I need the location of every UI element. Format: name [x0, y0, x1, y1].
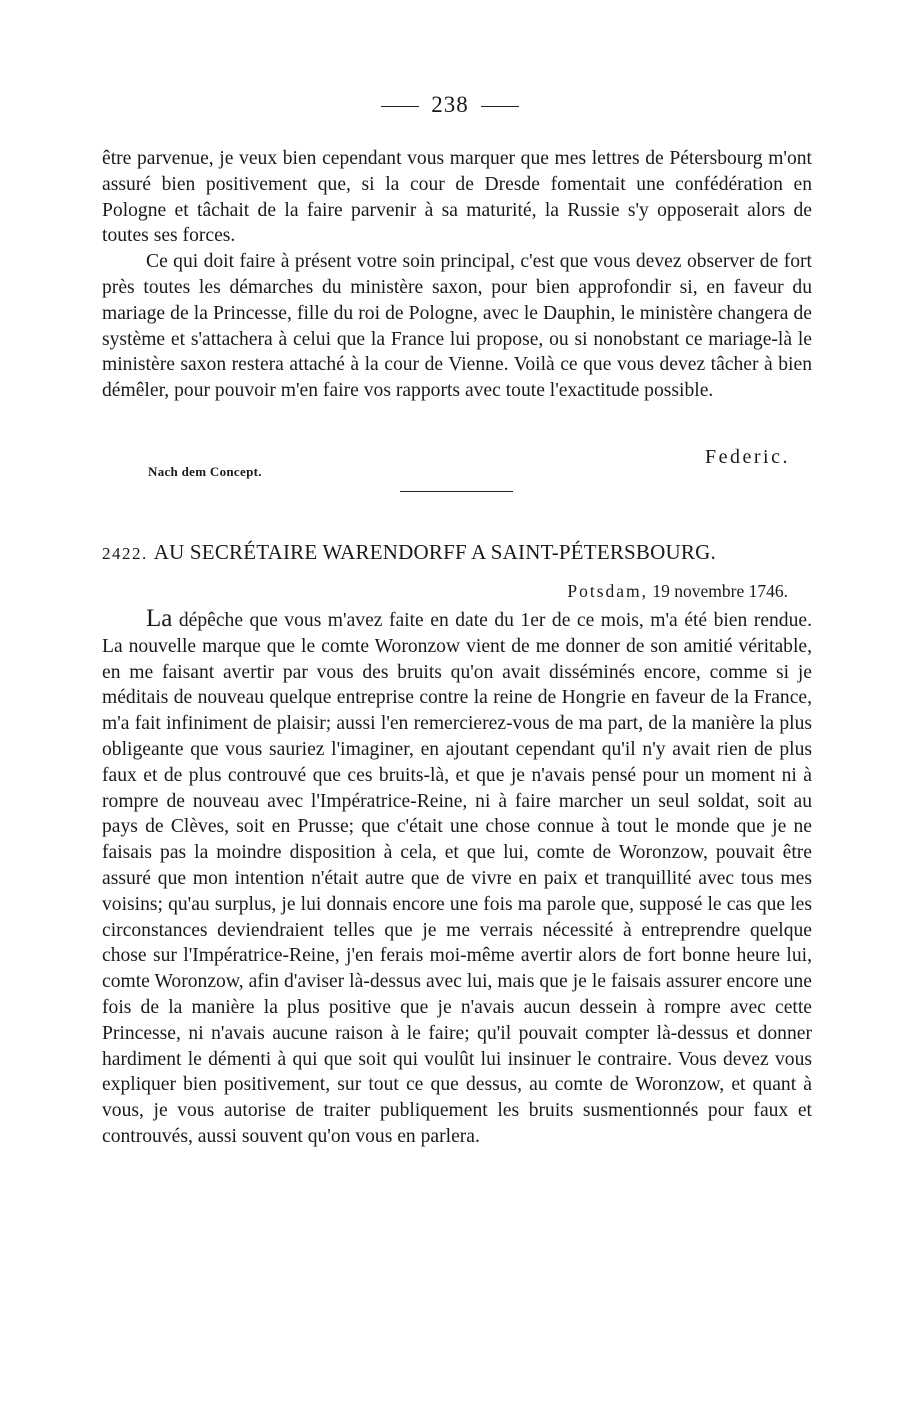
letter-date: 19 novembre 1746. — [652, 581, 788, 601]
signature-row — [102, 446, 812, 490]
letter-heading — [102, 540, 812, 565]
previous-letter-text — [102, 146, 812, 404]
letter-paragraph — [102, 606, 812, 1150]
section-divider — [400, 491, 513, 492]
letter-place: Potsdam, — [567, 581, 649, 601]
page-header — [0, 92, 900, 118]
letter-initial: La — [146, 605, 173, 632]
previous-letter-paragraph: être parvenue, je veux bien cependant vous marquer que mes lettres de Pétersbourg m'ont assuré bien positivement que, si la cour de Dresde fomentait une confédération en Pologne et tâchait de la faire parvenir à sa maturité, la Russie s'y opposerait alors de toutes ses forces. — [102, 148, 812, 247]
letter-title: AU SECRÉTAIRE WARENDORFF A SAINT-PÉTERSBOURG. — [153, 540, 716, 564]
page-number: 238 — [431, 92, 469, 117]
letter-number: 2422. — [102, 544, 148, 563]
signature: Federic. — [705, 446, 790, 468]
previous-letter-paragraph: Ce qui doit faire à présent votre soin principal, c'est que vous devez observer de fort près toutes les démarches du ministère saxon, pour bien approfondir si, en faveur du mariage de la Princesse, fille du roi de Pologne, avec le Dauphin, le ministère changera de système et s'attachera à celui que la France lui propose, ou si nonobstant ce mariage-là le ministère saxon restera attaché à la cour de Vienne. Voilà ce que vous devez tâcher à bien démêler, pour pouvoir m'en faire vos rapports avec toute l'exactitude possible. — [102, 251, 812, 402]
header-dash-left — [381, 106, 419, 107]
header-dash-right — [481, 106, 519, 107]
letter-body — [102, 606, 812, 1150]
source-note: Nach dem Concept. — [148, 464, 262, 479]
letter-dateline — [567, 581, 788, 602]
letter-body-text: dépêche que vous m'avez faite en date du 1er de ce mois, m'a été bien rendue. La nouvelle marque que le comte Woronzow vient de me donner de son amitié véritable, en me faisant avertir par vous des bruits qu'on avait disséminés encore, comme si je méditais de nouveau quelque entreprise contre la reine de Hongrie en faveur de la France, m'a fait infiniment de plaisir; aussi l'en remercierez-vous de ma part, de la manière la plus obligeante que vous sauriez l'imaginer, en ajoutant cependant qu'il n'y avait rien de plus faux et de plus controuvé que ces bruits-là, et que je n'avais pensé pour un moment ni à rompre de nouveau avec l'Impératrice-Reine, ni à faire marcher un seul soldat, soit au pays de Clèves, soit en Prusse; que c'était une chose connue à tout le monde que je ne faisais pas la moindre disposition à cela, et que lui, comte de Woronzow, pouvait être assuré que mon intention n'était autre que de vivre en paix et tranquillité avec tous mes voisins; qu'au surplus, je lui donnais encore une fois ma parole que, supposé le cas que les circonstances deviendraient telles que je me verrais nécessité à entreprendre quelque chose sur l'Impératrice-Reine, j'en ferais moi-même avertir alors de fort bonne heure lui, comte Woronzow, afin d'aviser là-dessus avec lui, mais que je le faisais assurer encore une fois de la manière la plus positive que je n'avais aucun dessein à rompre avec cette Princesse, ni n'avais aucune raison à le faire; qu'il pouvait compter là-dessus et donner hardiment le démenti à qui que soit qui voulût lui insinuer le contraire. Vous devez vous expliquer bien positivement, sur tout ce que dessus, au comte de Woronzow, et quant à vous, je vous autorise de traiter publiquement les bruits susmentionnés pour faux et controuvés, aussi souvent qu'on vous en parlera. — [102, 610, 812, 1147]
